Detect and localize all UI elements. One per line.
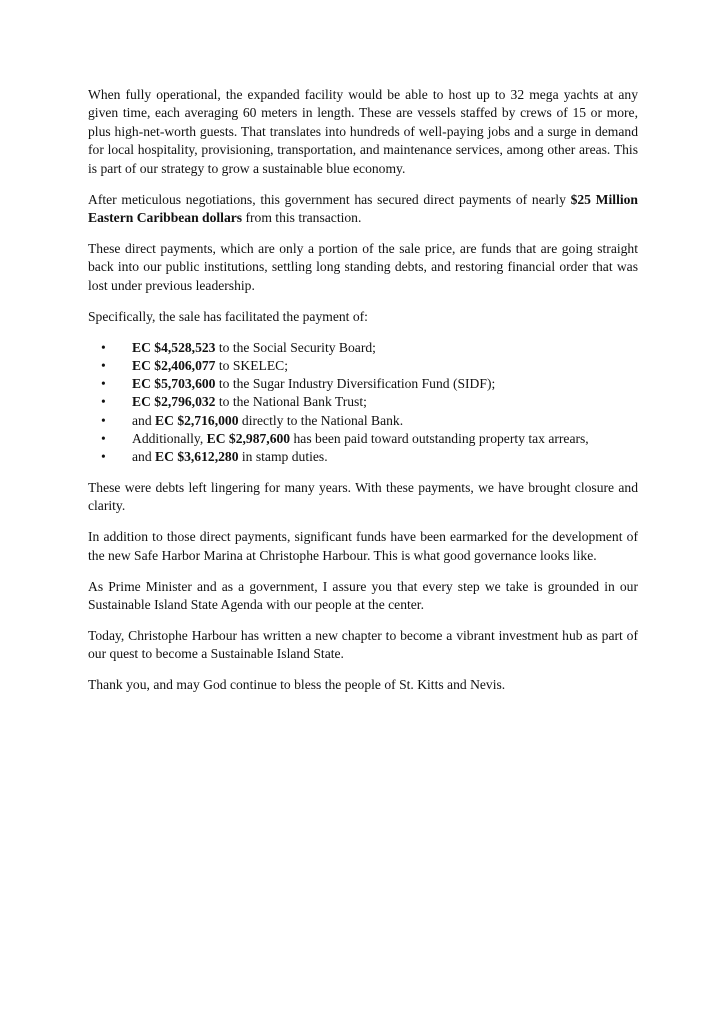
payment-item <box>88 448 638 466</box>
paragraph-marina-capacity: When fully operational, the expanded facility would be able to host up to 32 mega yachts at any given time, each averaging 60 meters in length. These are vessels staffed by crews of 15 or more, plus high-net-worth guests. That translates into hundreds of well-paying jobs and a surge in demand for local hospitality, provisioning, transportation, and maintenance services, among other areas. This is part of our strategy to grow a sustainable blue economy. <box>88 87 638 176</box>
payment-prefix: and <box>132 412 156 428</box>
bullet-icon: • <box>101 430 106 446</box>
payment-item <box>88 357 638 375</box>
payment-item <box>88 412 638 430</box>
paragraph-investment-hub: Today, Christophe Harbour has written a new chapter to become a vibrant investment hub as part of our quest to become a Sustainable Island State. <box>88 628 638 662</box>
bullet-icon: • <box>101 412 106 428</box>
payment-amount: EC $2,987,600 <box>206 430 291 446</box>
payment-item <box>88 393 638 411</box>
paragraph-prime-minister-assurance: As Prime Minister and as a government, I assure you that every step we take is grounded in our Sustainable Island State Agenda with our people at the center. <box>88 578 638 613</box>
direct-payments-text-end: from this transaction. <box>242 210 362 226</box>
payment-amount: EC $4,528,523 <box>132 339 216 355</box>
paragraph-direct-payments <box>88 191 638 228</box>
payment-prefix: and <box>132 449 156 465</box>
payment-item <box>88 339 638 357</box>
direct-payments-amount: $25 Million Eastern Caribbean dollars <box>88 191 638 226</box>
payment-amount: EC $2,716,000 <box>155 412 239 428</box>
payment-item <box>88 430 638 448</box>
paragraph-closing-blessing: Thank you, and may God continue to bless the people of St. Kitts and Nevis. <box>88 677 506 693</box>
payments-list <box>88 339 638 466</box>
payment-amount: EC $2,796,032 <box>132 394 216 410</box>
bullet-icon: • <box>101 449 106 465</box>
bullet-icon: • <box>101 358 106 374</box>
bullet-icon: • <box>101 339 106 355</box>
payment-recipient: to the National Bank Trust; <box>215 394 367 410</box>
paragraph-public-institutions: These direct payments, which are only a portion of the sale price, are funds that are going straight back into our public institutions, settling long standing debts, and restoring financial order that was lost under previous leadership. <box>88 241 638 293</box>
payment-recipient: has been paid toward outstanding property tax arrears, <box>290 430 589 446</box>
payment-recipient: in stamp duties. <box>238 449 328 465</box>
bullet-icon: • <box>101 376 106 392</box>
bullet-icon: • <box>101 394 106 410</box>
payment-prefix: Additionally, <box>132 430 207 446</box>
paragraph-payments-intro: Specifically, the sale has facilitated the payment of: <box>88 308 368 324</box>
paragraph-debts-closure: These were debts left lingering for many years. With these payments, we have brought closure and clarity. <box>88 479 638 514</box>
direct-payments-text-start: After meticulous negotiations, this government has secured direct payments of nearly <box>88 191 571 207</box>
payment-recipient: directly to the National Bank. <box>238 412 404 428</box>
payment-recipient: to the Sugar Industry Diversification Fund (SIDF); <box>215 376 496 392</box>
paragraph-safe-harbor-marina: In addition to those direct payments, significant funds have been earmarked for the development of the new Safe Harbor Marina at Christophe Harbour. This is what good governance looks like. <box>88 529 638 563</box>
payment-item <box>88 375 638 393</box>
payment-amount: EC $3,612,280 <box>155 449 239 465</box>
payment-recipient: to SKELEC; <box>215 358 288 374</box>
payment-recipient: to the Social Security Board; <box>215 339 376 355</box>
payment-amount: EC $5,703,600 <box>132 376 216 392</box>
payment-amount: EC $2,406,077 <box>132 358 216 374</box>
document-body <box>88 86 638 707</box>
